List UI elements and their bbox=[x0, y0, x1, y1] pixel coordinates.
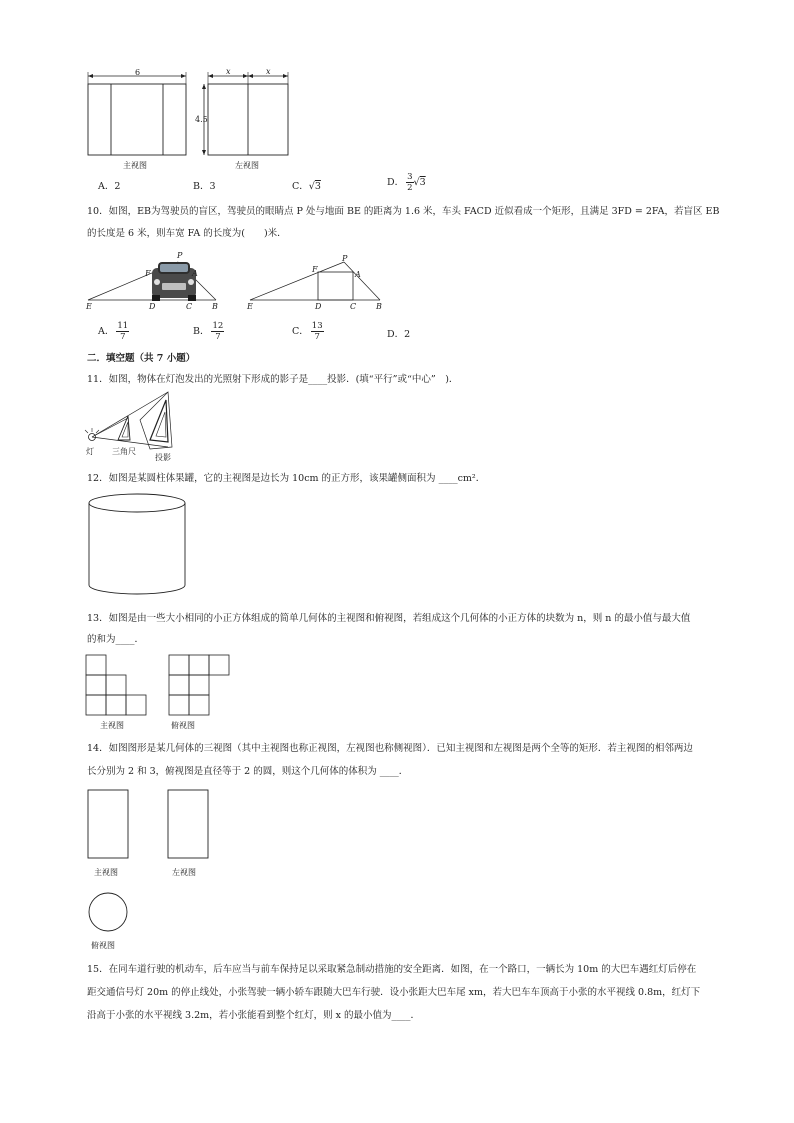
q14-front-caption: 主视图 bbox=[94, 868, 118, 877]
q10-option-c-den: 7 bbox=[314, 332, 320, 342]
q9-left-caption: 左视图 bbox=[235, 161, 259, 170]
q10-label-c2: C bbox=[350, 302, 357, 311]
q9-option-d-prefix: D． bbox=[387, 177, 405, 188]
sqrt-symbol: √ bbox=[413, 177, 420, 188]
sqrt-symbol: √ bbox=[308, 181, 315, 192]
q10-label-p2: P bbox=[342, 254, 348, 263]
q10-label-d2: D bbox=[315, 302, 322, 311]
q13-line2: 的和为____． bbox=[87, 634, 145, 645]
q13-top-caption: 俯视图 bbox=[171, 721, 195, 730]
q10-label-p1: P bbox=[177, 251, 183, 260]
q13-line1: 13．如图是由一些大小相同的小正方体组成的简单几何体的主视图和俯视图，若组成这个几何体的小正方体的块数为 n，则 n 的最小值与最大值 bbox=[87, 613, 691, 624]
q10-option-b-den: 7 bbox=[215, 332, 221, 342]
q10-label-f2: F bbox=[312, 265, 318, 274]
q10-label-f1: F bbox=[145, 269, 151, 278]
q9-dim-width: 6 bbox=[135, 68, 141, 77]
q10-label-d1: D bbox=[149, 302, 156, 311]
q10-label-a2: A bbox=[355, 270, 361, 279]
q15-line2: 距交通信号灯 20m 的停止线处，小张驾驶一辆小轿车跟随大巴车行驶．设小张距大巴车尾 xm，若大巴车车顶高于小张的水平视线 0.8m，红灯下 bbox=[87, 987, 701, 998]
q10-label-b1: B bbox=[212, 302, 218, 311]
q9-option-d-den: 2 bbox=[407, 183, 413, 193]
q11-lamp-label: 灯 bbox=[86, 447, 94, 456]
q11-shadow-label: 投影 bbox=[155, 453, 171, 462]
q10-option-c-num: 13 bbox=[311, 321, 323, 331]
q10-option-a-prefix: A． bbox=[98, 326, 115, 337]
q11-text: 11．如图，物体在灯泡发出的光照射下形成的影子是____投影．(填“平行”或“中心” )． bbox=[87, 374, 459, 385]
q10-option-a-den: 7 bbox=[120, 332, 126, 342]
q9-option-c-value: 3 bbox=[314, 181, 321, 192]
q9-dim-x1: x bbox=[226, 67, 231, 76]
q9-option-d-num: 3 bbox=[407, 172, 413, 182]
q10-label-a1: A bbox=[192, 269, 198, 278]
q10-label-c1: C bbox=[186, 302, 193, 311]
q9-dim-height: 4.5 bbox=[195, 115, 208, 124]
q9-option-a: A．2 bbox=[98, 181, 121, 192]
q9-dim-x2: x bbox=[266, 67, 271, 76]
q10-label-b2: B bbox=[376, 302, 382, 311]
q10-option-d: D．2 bbox=[387, 329, 411, 340]
q9-option-c-prefix: C． bbox=[292, 181, 309, 192]
q10-option-b-num: 12 bbox=[212, 321, 224, 331]
q9-front-caption: 主视图 bbox=[123, 161, 147, 170]
q10-line2: 的长度是 6 米，则车宽 FA 的长度为( )米． bbox=[87, 228, 287, 239]
q14-line2: 长分别为 2 和 3，俯视图是直径等于 2 的圆，则这个几何体的体积为 ____． bbox=[87, 766, 409, 777]
q10-label-e2: E bbox=[247, 302, 253, 311]
q15-line1: 15．在同车道行驶的机动车，后车应当与前车保持足以采取紧急制动措施的安全距离．如图，在一个路口，一辆长为 10m 的大巴车遇红灯后停在 bbox=[87, 964, 697, 975]
q10-line1: 10．如图，EB为驾驶员的盲区，驾驶员的眼睛点 P 处与地面 BE 的距离为 1.6 米，车头 FACD 近似看成一个矩形，且满足 3FD = 2FA，若盲区 EB bbox=[87, 206, 720, 217]
q13-front-caption: 主视图 bbox=[100, 721, 124, 730]
q14-line1: 14．如图图形是某几何体的三视图（其中主视图也称正视图，左视图也称侧视图）．已知主视图和左视图是两个全等的矩形．若主视图的相邻两边 bbox=[87, 743, 693, 754]
q14-left-caption: 左视图 bbox=[172, 868, 196, 877]
q10-option-b-prefix: B． bbox=[193, 326, 210, 337]
q10-option-a-num: 11 bbox=[117, 321, 129, 331]
q15-line3: 沿高于小张的水平视线 3.2m，若小张能看到整个红灯，则 x 的最小值为____． bbox=[87, 1010, 421, 1021]
q9-option-d-root: 3 bbox=[419, 177, 426, 188]
q11-triangle-label: 三角尺 bbox=[112, 447, 136, 456]
q12-text: 12．如图是某圆柱体果罐，它的主视图是边长为 10cm 的正方形，该果罐侧面积为 ____cm²． bbox=[87, 473, 486, 484]
q10-label-e1: E bbox=[86, 302, 92, 311]
section-heading-fill-in: 二．填空题（共 7 小题） bbox=[87, 353, 196, 364]
q14-top-caption: 俯视图 bbox=[91, 941, 115, 950]
q10-option-c-prefix: C． bbox=[292, 326, 309, 337]
q9-option-b: B．3 bbox=[193, 181, 216, 192]
